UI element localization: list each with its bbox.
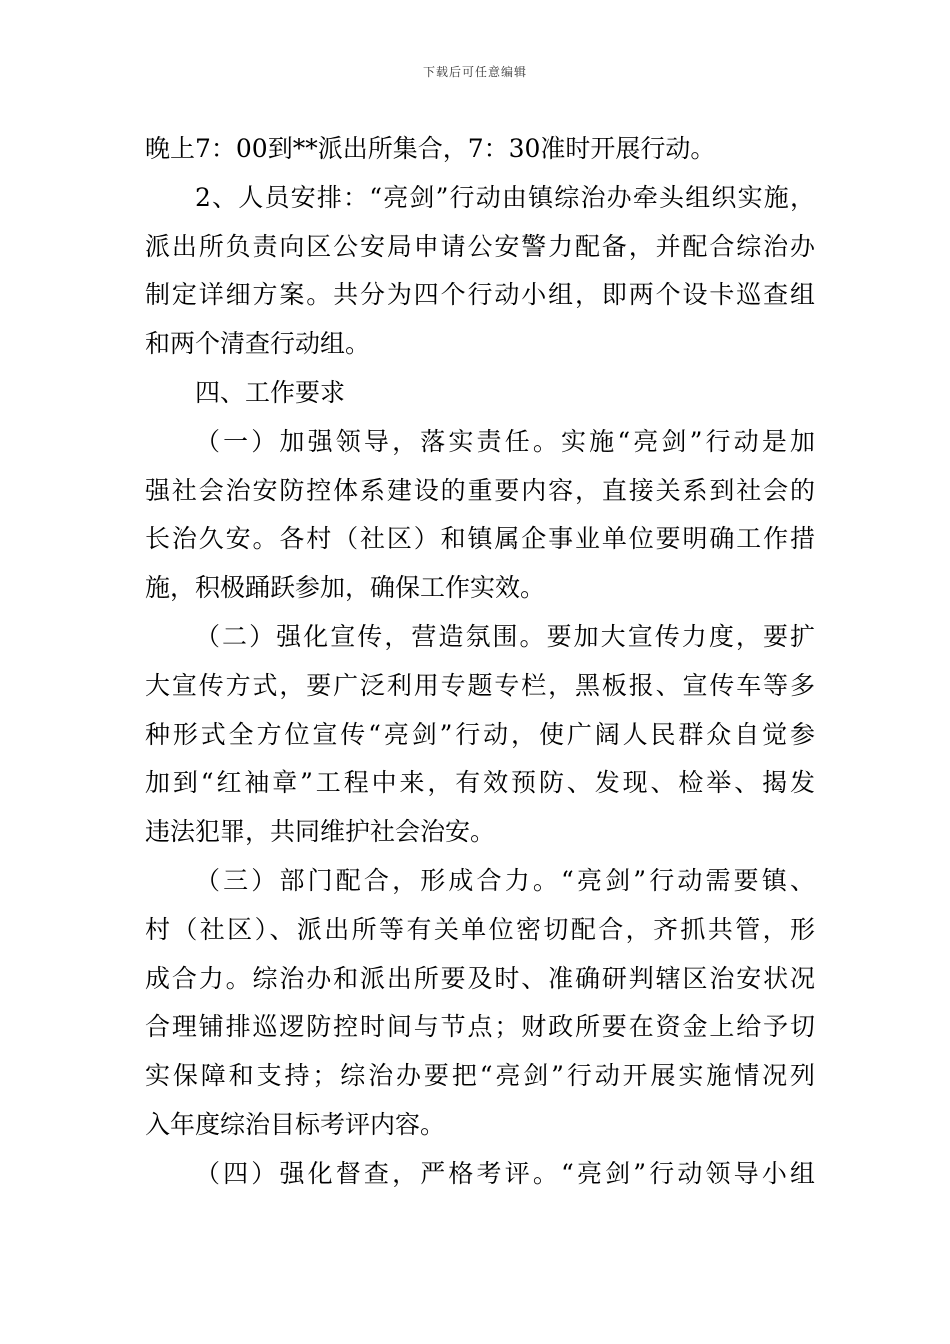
document-body: [145, 125, 815, 1199]
text-line-9: 长治久安。各村（社区）和镇属企事业单位要明确工作措: [145, 524, 815, 554]
section-heading: 四、工作要求: [195, 377, 346, 407]
text-line-3: 派出所负责向区公安局申请公安警力配备，并配合综治办: [145, 231, 815, 261]
text-line-17: 村（社区）、派出所等有关单位密切配合，齐抓共管，形: [145, 914, 815, 944]
page-header: 下载后可任意编辑: [422, 65, 527, 79]
text-line-8: 强社会治安防控体系建设的重要内容，直接关系到社会的: [145, 475, 815, 505]
text-line-4: 制定详细方案。共分为四个行动小组，即两个设卡巡查组: [145, 280, 815, 310]
text-line-19: 合理铺排巡逻防控时间与节点；财政所要在资金上给予切: [145, 1012, 815, 1042]
text-line-13: 种形式全方位宣传“亮剑”行动，使广阔人民群众自觉参: [145, 719, 815, 749]
text-line-11: （二）强化宣传，营造氛围。要加大宣传力度，要扩: [195, 621, 815, 651]
text-line-18: 成合力。综治办和派出所要及时、准确研判辖区治安状况: [145, 963, 815, 993]
text-line-1: 晚上7：00到**派出所集合，7：30准时开展行动。: [145, 134, 716, 163]
text-line-21: 入年度综治目标考评内容。: [145, 1109, 446, 1139]
text-line-7: （一）加强领导，落实责任。实施“亮剑”行动是加: [195, 426, 815, 456]
text-line-10: 施，积极踊跃参加，确保工作实效。: [145, 573, 546, 603]
text-line-15: 违法犯罪，共同维护社会治安。: [145, 817, 496, 847]
text-line-5: 和两个清查行动组。: [145, 329, 371, 359]
text-line-16: （三）部门配合，形成合力。“亮剑”行动需要镇、: [195, 865, 815, 895]
text-line-12: 大宣传方式，要广泛利用专题专栏，黑板报、宣传车等多: [145, 670, 815, 700]
text-line-2: 2、人员安排：“亮剑”行动由镇综治办牵头组织实施，: [195, 182, 815, 212]
text-line-14: 加到“红袖章”工程中来，有效预防、发现、检举、揭发: [145, 768, 815, 798]
text-line-22: （四）强化督查，严格考评。“亮剑”行动领导小组: [195, 1158, 815, 1188]
text-line-20: 实保障和支持；综治办要把“亮剑”行动开展实施情况列: [145, 1061, 815, 1091]
